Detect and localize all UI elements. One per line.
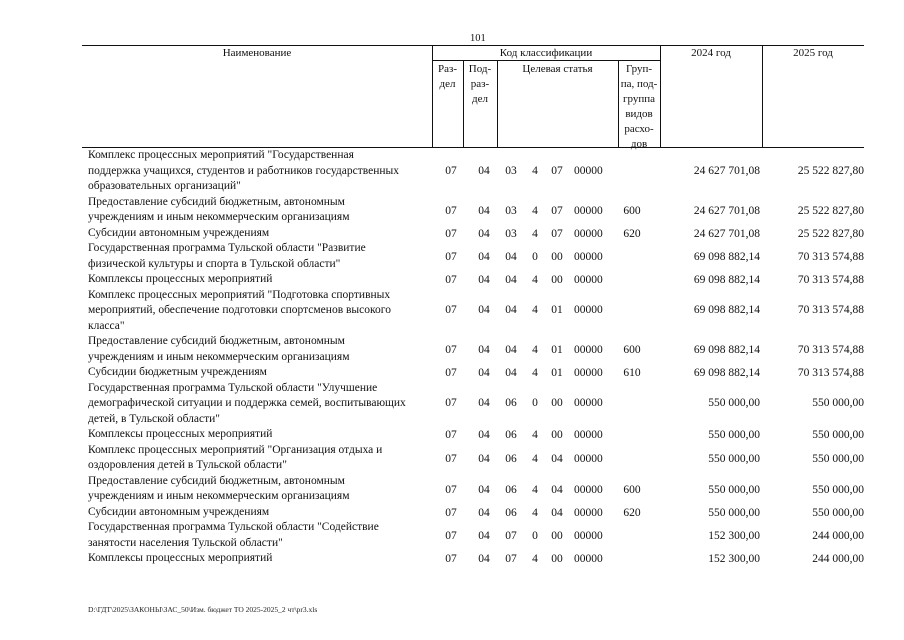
header-group-line: видов xyxy=(625,108,653,120)
code-podrazdel: 04 xyxy=(478,204,490,217)
row-name xyxy=(88,241,433,272)
code-target-program: 04 xyxy=(505,304,517,317)
row-name-line: Государственная программа Тульской области "Развитие xyxy=(88,242,366,254)
code-target-program: 06 xyxy=(505,506,517,519)
header-razdel-line: Раз- xyxy=(437,63,457,75)
table-row xyxy=(88,505,868,521)
code-podrazdel: 04 xyxy=(478,483,490,496)
code-razdel: 07 xyxy=(445,304,457,317)
code-podrazdel: 04 xyxy=(478,506,490,519)
code-target-direction: 00000 xyxy=(574,506,603,519)
code-razdel: 07 xyxy=(445,227,457,240)
amount-2025: 70 313 574,88 xyxy=(797,367,864,380)
amount-2025: 550 000,00 xyxy=(812,506,864,519)
header-code: Код классификации xyxy=(499,47,593,59)
code-target-direction: 00000 xyxy=(574,251,603,263)
code-target-type: 4 xyxy=(532,452,538,465)
header-group-line: группа xyxy=(622,93,656,105)
header-podrazdel xyxy=(463,62,497,107)
table-row xyxy=(88,474,868,505)
code-target-program: 03 xyxy=(505,204,517,217)
code-target-program: 06 xyxy=(505,483,517,496)
code-target-direction: 00000 xyxy=(574,452,603,465)
code-target-program: 04 xyxy=(505,274,517,287)
amount-2024: 550 000,00 xyxy=(708,506,760,519)
row-name-line: Комплекс процессных мероприятий "Государственная xyxy=(88,149,354,161)
row-name-line: оздоровления детей в Тульской области" xyxy=(88,459,287,471)
code-target-direction: 00000 xyxy=(574,530,603,542)
row-name xyxy=(88,365,433,381)
row-name-line: поддержка учащихся, студентов и работников государственных xyxy=(88,164,399,177)
code-expense-group: 600 xyxy=(623,483,641,496)
amount-2024: 550 000,00 xyxy=(708,429,760,442)
amount-2025: 70 313 574,88 xyxy=(797,274,864,287)
table-row xyxy=(88,226,868,242)
code-target-type: 4 xyxy=(532,506,538,519)
amount-2025: 25 522 827,80 xyxy=(797,227,864,240)
amount-2024: 152 300,00 xyxy=(708,553,760,566)
header-podrazdel-line: дел xyxy=(472,93,488,105)
row-name xyxy=(88,427,433,443)
code-target-direction: 00000 xyxy=(574,274,603,287)
row-name-line: Субсидии автономным учреждениям xyxy=(88,226,270,239)
amount-2025: 70 313 574,88 xyxy=(797,304,864,317)
code-target-sub: 04 xyxy=(551,506,563,519)
header-year-2024: 2024 год xyxy=(691,47,731,59)
row-name-line: Комплексы процессных мероприятий xyxy=(88,428,273,440)
code-razdel: 07 xyxy=(445,204,457,217)
file-path-footer: D:\ГДТ\2025\ЗАКОНЫ\ЗАС_50\Изм. бюджет ТО 2025-2025_2 чт\pr3.xls xyxy=(88,605,318,614)
row-name-line: Субсидии бюджетным учреждениям xyxy=(88,366,267,378)
header-razdel-line: дел xyxy=(439,78,456,90)
amount-2025: 25 522 827,80 xyxy=(797,164,864,177)
table-row xyxy=(88,148,868,195)
code-target-program: 04 xyxy=(505,344,517,356)
code-target-program: 06 xyxy=(505,397,517,410)
amount-2024: 24 627 701,08 xyxy=(693,164,760,177)
amount-2024: 152 300,00 xyxy=(708,530,760,542)
code-target-program: 07 xyxy=(505,530,517,542)
code-target-sub: 00 xyxy=(551,429,563,442)
table-row xyxy=(88,443,868,474)
amount-2024: 69 098 882,14 xyxy=(693,344,760,356)
amount-2024: 550 000,00 xyxy=(708,397,760,410)
row-name-line: Предоставление субсидий бюджетным, автономным xyxy=(88,474,345,487)
row-name xyxy=(88,520,433,551)
table-row xyxy=(88,241,868,272)
amount-2024: 69 098 882,14 xyxy=(693,304,760,317)
table-row xyxy=(88,365,868,381)
code-target-type: 4 xyxy=(532,227,538,240)
code-podrazdel: 04 xyxy=(478,429,490,442)
header-group-line: Груп- xyxy=(625,63,653,75)
header-year-2025: 2025 год xyxy=(793,47,833,59)
code-target-sub: 00 xyxy=(551,274,563,287)
code-target-sub: 00 xyxy=(551,397,563,410)
code-target-type: 4 xyxy=(532,304,538,317)
code-target-sub: 04 xyxy=(551,483,563,496)
code-expense-group: 600 xyxy=(623,204,641,217)
code-expense-group: 600 xyxy=(623,344,641,356)
table-header xyxy=(82,45,864,148)
code-podrazdel: 04 xyxy=(478,227,490,240)
row-name-line: детей, в Тульской области" xyxy=(88,412,220,425)
table-row xyxy=(88,520,868,551)
code-target-direction: 00000 xyxy=(574,367,603,380)
code-target-sub: 00 xyxy=(551,530,563,542)
code-target-sub: 07 xyxy=(551,227,563,240)
code-target-sub: 01 xyxy=(551,367,563,380)
table-row xyxy=(88,288,868,335)
row-name-line: Комплексы процессных мероприятий xyxy=(88,552,273,564)
code-podrazdel: 04 xyxy=(478,251,490,263)
amount-2025: 550 000,00 xyxy=(812,397,864,410)
code-expense-group: 620 xyxy=(623,506,641,519)
code-razdel: 07 xyxy=(445,483,457,496)
code-target-direction: 00000 xyxy=(574,553,603,566)
code-target-type: 4 xyxy=(532,553,538,566)
code-expense-group: 610 xyxy=(623,367,641,380)
code-target-direction: 00000 xyxy=(574,344,603,356)
row-name-line: Государственная программа Тульской области "Содействие xyxy=(88,521,379,533)
row-name-line: учреждениям и иным некоммерческим организациям xyxy=(88,211,350,223)
code-razdel: 07 xyxy=(445,251,457,263)
code-podrazdel: 04 xyxy=(478,452,490,465)
code-target-program: 06 xyxy=(505,452,517,465)
amount-2024: 69 098 882,14 xyxy=(693,274,760,287)
code-target-direction: 00000 xyxy=(574,304,603,317)
table-row xyxy=(88,551,868,567)
amount-2025: 25 522 827,80 xyxy=(797,204,864,217)
code-expense-group: 620 xyxy=(623,227,641,240)
code-target-type: 4 xyxy=(532,483,538,496)
code-podrazdel: 04 xyxy=(478,367,490,380)
code-razdel: 07 xyxy=(445,344,457,356)
header-group-line: расхо- xyxy=(624,123,654,135)
row-name xyxy=(88,226,433,242)
row-name-line: Комплекс процессных мероприятий "Организация отдыха и xyxy=(88,443,383,456)
code-razdel: 07 xyxy=(445,553,457,566)
row-name xyxy=(88,474,433,505)
code-target-direction: 00000 xyxy=(574,204,603,217)
amount-2025: 70 313 574,88 xyxy=(797,344,864,356)
code-target-type: 4 xyxy=(532,274,538,287)
row-name-line: Комплекс процессных мероприятий "Подготовка спортивных xyxy=(88,288,391,301)
code-target-program: 03 xyxy=(505,164,517,177)
code-target-type: 4 xyxy=(532,204,538,217)
header-target: Целевая статья xyxy=(522,63,593,75)
code-razdel: 07 xyxy=(445,164,457,177)
row-name xyxy=(88,381,433,428)
table-row xyxy=(88,272,868,288)
code-target-direction: 00000 xyxy=(574,164,603,177)
code-target-type: 4 xyxy=(532,367,538,380)
code-podrazdel: 04 xyxy=(478,397,490,410)
code-podrazdel: 04 xyxy=(478,304,490,317)
code-target-program: 03 xyxy=(505,227,517,240)
amount-2025: 244 000,00 xyxy=(812,530,864,542)
code-podrazdel: 04 xyxy=(478,530,490,542)
code-podrazdel: 04 xyxy=(478,553,490,566)
code-target-direction: 00000 xyxy=(574,227,603,240)
amount-2024: 550 000,00 xyxy=(708,452,760,465)
amount-2025: 550 000,00 xyxy=(812,429,864,442)
code-razdel: 07 xyxy=(445,429,457,442)
row-name-line: Государственная программа Тульской области "Улучшение xyxy=(88,381,378,394)
row-name xyxy=(88,443,433,474)
code-razdel: 07 xyxy=(445,452,457,465)
code-target-sub: 07 xyxy=(551,204,563,217)
row-name-line: занятости населения Тульской области" xyxy=(88,536,283,549)
row-name-line: образовательных организаций" xyxy=(88,180,241,192)
code-target-direction: 00000 xyxy=(574,397,603,410)
code-target-program: 04 xyxy=(505,251,517,263)
code-target-type: 4 xyxy=(532,164,538,177)
row-name-line: учреждениям и иным некоммерческим организациям xyxy=(88,490,350,502)
code-razdel: 07 xyxy=(445,397,457,410)
amount-2024: 69 098 882,14 xyxy=(693,367,760,380)
code-razdel: 07 xyxy=(445,506,457,519)
code-target-sub: 01 xyxy=(551,344,563,356)
amount-2024: 24 627 701,08 xyxy=(693,204,760,217)
code-target-direction: 00000 xyxy=(574,429,603,442)
header-group-line: дов xyxy=(630,138,648,150)
header-name: Наименование xyxy=(222,47,292,59)
row-name xyxy=(88,505,433,521)
header-podrazdel-line: раз- xyxy=(470,78,490,90)
header-group-line: па, под- xyxy=(620,78,658,90)
code-target-sub: 00 xyxy=(551,251,563,263)
code-target-program: 04 xyxy=(505,367,517,380)
amount-2024: 550 000,00 xyxy=(708,483,760,496)
code-target-program: 07 xyxy=(505,553,517,566)
row-name-line: Комплексы процессных мероприятий xyxy=(88,273,273,285)
row-name-line: мероприятий, обеспечение подготовки спортсменов высокого xyxy=(88,304,391,316)
code-target-program: 06 xyxy=(505,429,517,442)
table-row xyxy=(88,427,868,443)
table-row xyxy=(88,381,868,428)
code-target-sub: 04 xyxy=(551,452,563,465)
page-number: 101 xyxy=(470,33,486,44)
row-name-line: класса" xyxy=(88,319,125,332)
amount-2024: 24 627 701,08 xyxy=(693,227,760,240)
table-row xyxy=(88,334,868,365)
code-target-type: 4 xyxy=(532,344,538,356)
amount-2025: 550 000,00 xyxy=(812,483,864,496)
table-row xyxy=(88,195,868,226)
code-podrazdel: 04 xyxy=(478,344,490,356)
code-razdel: 07 xyxy=(445,367,457,380)
row-name xyxy=(88,195,433,226)
code-target-sub: 07 xyxy=(551,164,563,177)
amount-2025: 550 000,00 xyxy=(812,452,864,465)
code-razdel: 07 xyxy=(445,530,457,542)
code-razdel: 07 xyxy=(445,274,457,287)
code-target-type: 0 xyxy=(532,397,538,410)
code-target-type: 4 xyxy=(532,429,538,442)
header-podrazdel-line: Под- xyxy=(468,63,492,75)
row-name-line: демографической ситуации и поддержка семей, воспитывающих xyxy=(88,397,406,409)
header-razdel xyxy=(432,62,463,92)
row-name-line: Предоставление субсидий бюджетным, автономным xyxy=(88,195,345,208)
row-name xyxy=(88,551,433,567)
code-podrazdel: 04 xyxy=(478,274,490,287)
row-name-line: физической культуры и спорта в Тульской области" xyxy=(88,257,341,270)
row-name-line: Субсидии автономным учреждениям xyxy=(88,505,270,518)
code-target-type: 0 xyxy=(532,251,538,263)
code-target-sub: 01 xyxy=(551,304,563,317)
row-name xyxy=(88,334,433,365)
header-group xyxy=(618,62,660,152)
code-target-sub: 00 xyxy=(551,553,563,566)
amount-2025: 70 313 574,88 xyxy=(797,251,864,263)
row-name xyxy=(88,288,433,335)
row-name xyxy=(88,272,433,288)
amount-2024: 69 098 882,14 xyxy=(693,251,760,263)
code-target-type: 0 xyxy=(532,530,538,542)
row-name-line: Предоставление субсидий бюджетным, автономным xyxy=(88,335,345,347)
code-podrazdel: 04 xyxy=(478,164,490,177)
row-name-line: учреждениям и иным некоммерческим организациям xyxy=(88,350,350,363)
row-name xyxy=(88,148,433,195)
code-target-direction: 00000 xyxy=(574,483,603,496)
amount-2025: 244 000,00 xyxy=(812,553,864,566)
